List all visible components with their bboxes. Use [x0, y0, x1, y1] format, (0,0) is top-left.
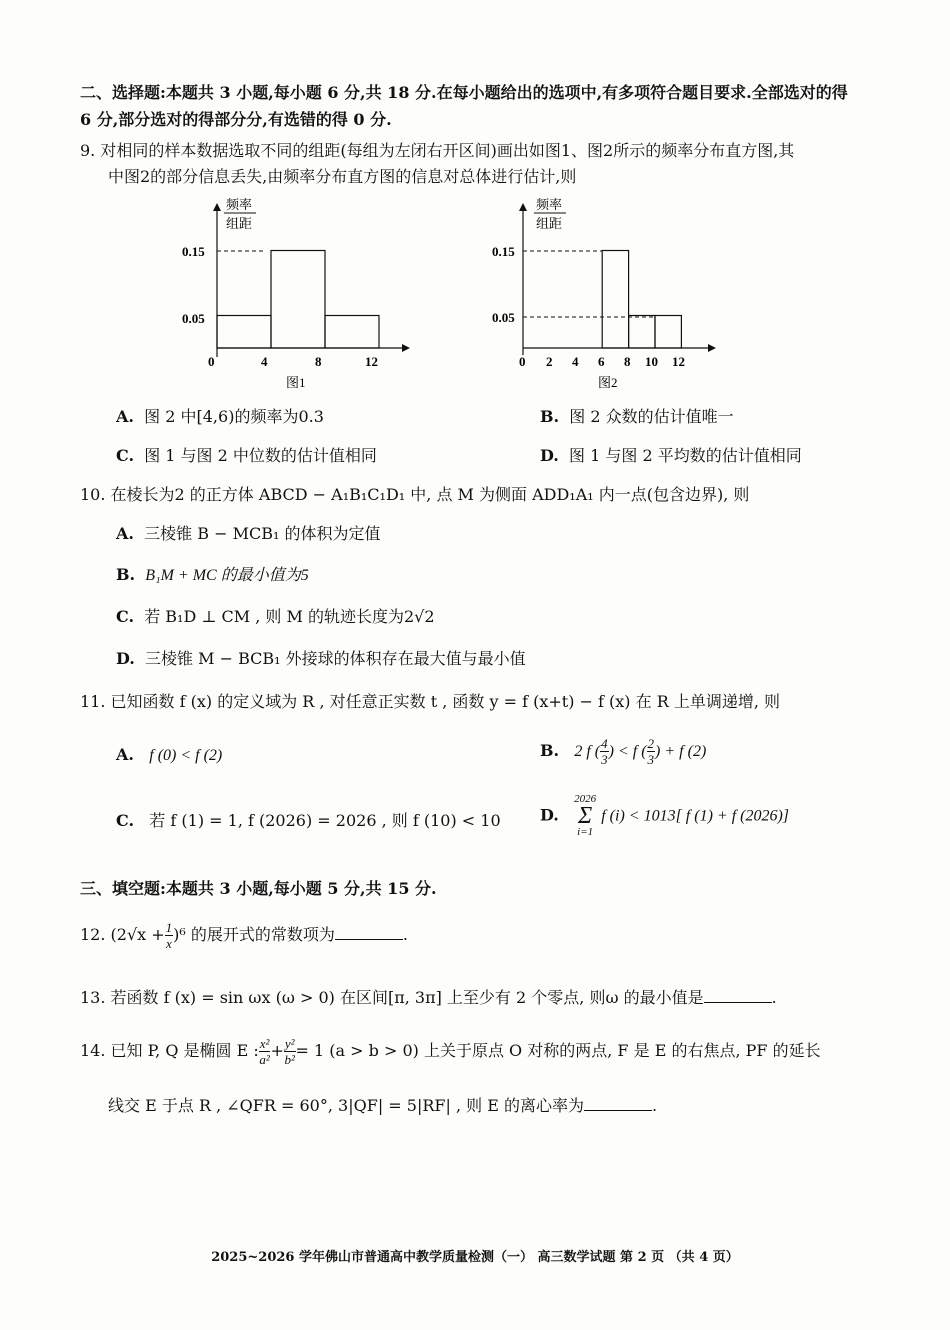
fig2-xtick-8: 8	[624, 354, 631, 369]
q9-option-a: A. 图 2 中[4,6)的频率为0.3	[116, 407, 324, 426]
fig2-ylabel-top: 频率	[536, 197, 563, 212]
section-3-desc: 本题共 3 小题,每小题 5 分,共 15 分.	[165, 879, 437, 898]
q12-answer-blank[interactable]	[335, 925, 403, 940]
q9-option-c: C. 图 1 与图 2 中位数的估计值相同	[116, 446, 377, 465]
fig1-ytick-005: 0.05	[182, 311, 205, 326]
q9-stem-1: 9. 对相同的样本数据选取不同的组距(每组为左闭右开区间)画出如图1、图2所示的频率分布直方图,其	[80, 141, 795, 160]
section-3-header	[80, 876, 437, 899]
fig1-xtick-12: 12	[365, 354, 378, 369]
page-footer: 2025~2026 学年佛山市普通高中教学质量检测（一） 高三数学试题 第 2 页 （共 4 页）	[211, 1250, 739, 1265]
fig2-xtick-4: 4	[572, 354, 579, 369]
q13: 13. 若函数 f (x) = sin ωx (ω > 0) 在区间[π, 3π] 上至少有 2 个零点, 则ω 的最小值是 .	[80, 988, 777, 1007]
section-2-header	[80, 80, 848, 103]
sigma-symbol: 2026 Σ i=1	[574, 793, 597, 838]
q11-option-c: C. 若 f (1) = 1, f (2026) = 2026 , 则 f (10) < 10	[116, 811, 501, 830]
fig2-bar-1	[629, 316, 655, 349]
section-3-title: 三、填空题:	[80, 879, 166, 898]
fig2-xtick-2: 2	[546, 354, 553, 369]
figure-2-histogram	[490, 195, 730, 395]
fig2-bar-0	[602, 251, 628, 349]
q10-stem: 10. 在棱长为2 的正方体 ABCD − A₁B₁C₁D₁ 中, 点 M 为侧面 ADD₁A₁ 内一点(包含边界), 则	[80, 485, 750, 504]
q14-line-1: 14. 已知 P, Q 是椭圆 E : $\frac{\text{x²}}{\text{a²}}$ + $\frac{\text{y²}}{\text{b²}}$ = 1 (a > b > 0) 上关于原点 O 对称的两点, F 是 E 的右焦点, PF 的延长	[80, 1036, 821, 1067]
q11-stem: 11. 已知函数 f (x) 的定义域为 R , 对任意正实数 t , 函数 y = f (x+t) − f (x) 在 R 上单调递增, 则	[80, 692, 781, 711]
section-2-desc-2: 6 分,部分选对的得部分分,有选错的得 0 分.	[80, 110, 392, 129]
q10-option-a: A. 三棱锥 B − MCB₁ 的体积为定值	[116, 524, 381, 543]
fig1-ylabel-top: 频率	[226, 197, 253, 212]
fig1-bar-1	[271, 251, 325, 349]
fig1-xtick-4: 4	[261, 354, 268, 369]
q10-option-d: D. 三棱锥 M − BCB₁ 外接球的体积存在最大值与最小值	[116, 649, 526, 668]
q9-option-b: B. 图 2 众数的估计值唯一	[540, 407, 734, 426]
fig2-bar-2	[655, 316, 681, 349]
q14-answer-blank[interactable]	[584, 1096, 652, 1111]
q10-option-b: B. B₁M + MC 的最小值为5	[116, 565, 309, 584]
fig1-xtick-0: 0	[208, 354, 215, 369]
q12: 12. (2√x + $\frac{1}{x}$ )⁶ 的展开式的常数项为 .	[80, 920, 409, 951]
fig1-xtick-8: 8	[315, 354, 322, 369]
fig1-ytick-015: 0.15	[182, 244, 205, 259]
q11-option-a: A. f (0) < f (2)	[116, 745, 223, 764]
fig1-ylabel-bottom: 组距	[226, 216, 253, 231]
q11-option-b: B. 2 f ( $\frac{4}{3}$ ) < f ( $\frac{2}{3}$ ) + f (2)	[540, 736, 707, 767]
figure-1-histogram	[180, 195, 420, 395]
q9-option-d: D. 图 1 与图 2 平均数的估计值相同	[540, 446, 802, 465]
fig2-xtick-12: 12	[672, 354, 685, 369]
fig1-bar-0	[217, 316, 271, 349]
fig2-ytick-015: 0.15	[492, 244, 515, 259]
q9-stem-2: 中图2的部分信息丢失,由频率分布直方图的信息对总体进行估计,则	[108, 167, 577, 186]
section-2-desc-1: 本题共 3 小题,每小题 6 分,共 18 分.在每小题给出的选项中,有多项符合题目要求.全部选对的得	[165, 83, 848, 102]
fig2-xtick-0: 0	[519, 354, 526, 369]
fig2-ytick-005: 0.05	[492, 310, 515, 325]
fig2-ylabel-bottom: 组距	[536, 216, 563, 231]
fig2-xtick-6: 6	[598, 354, 605, 369]
fig2-caption: 图2	[598, 375, 618, 390]
fig1-bar-2	[325, 316, 379, 349]
q14-line-2: 线交 E 于点 R , ∠QFR = 60°, 3|QF| = 5|RF| , 则 E 的离心率为 .	[108, 1096, 658, 1115]
q11-option-d: D. 2026 Σ i=1 f (i) < 1013[ f (1) + f (2026)]	[540, 793, 790, 838]
fig1-caption: 图1	[286, 375, 306, 390]
section-2-title: 二、选择题:	[80, 83, 166, 102]
q13-answer-blank[interactable]	[704, 988, 772, 1003]
fig2-xtick-10: 10	[645, 354, 658, 369]
q10-option-c: C. 若 B₁D ⊥ CM , 则 M 的轨迹长度为2√2	[116, 607, 435, 626]
